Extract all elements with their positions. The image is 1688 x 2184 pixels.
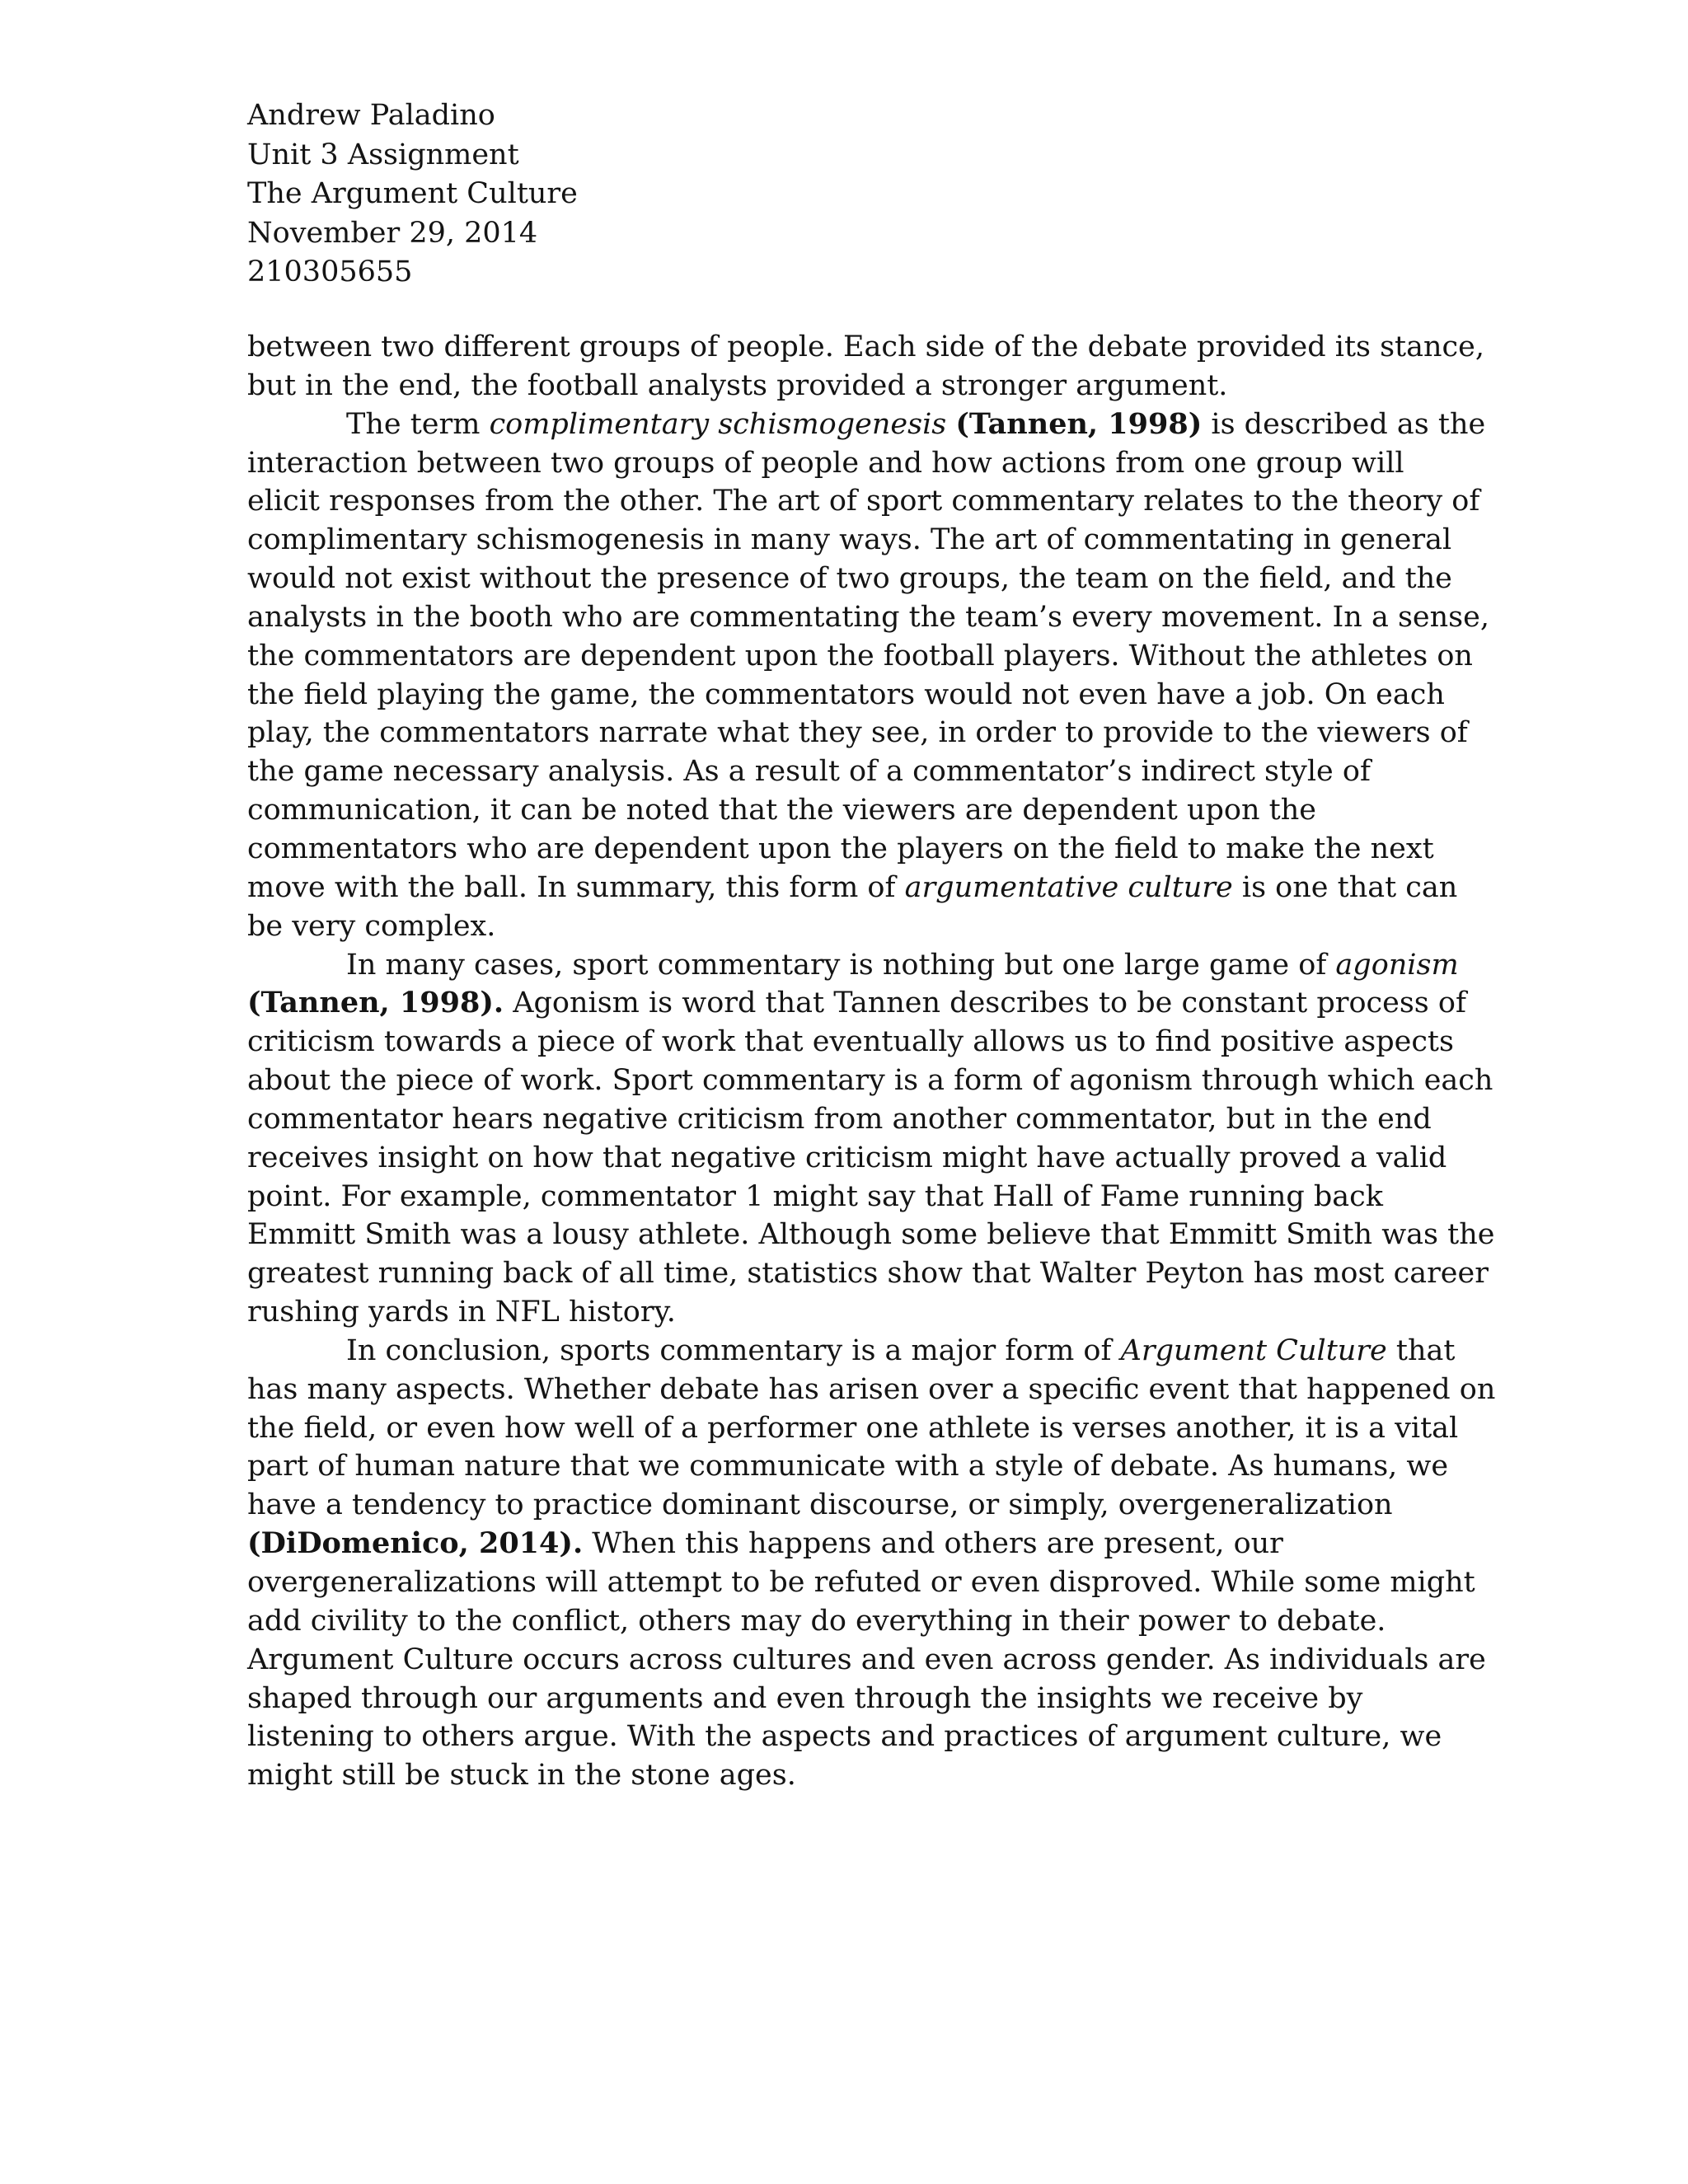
text-line: [247, 1718, 1451, 1756]
text-line: [247, 1525, 1451, 1563]
text-run: overgeneralizations will attempt to be refuted or even disproved. While some might: [247, 1566, 1475, 1599]
text-run: the game necessary analysis. As a result of a commentator’s indirect style of: [247, 755, 1371, 789]
text-run: In many cases, sport commentary is nothing but one large game of: [346, 948, 1336, 982]
text-line: [247, 1139, 1451, 1178]
text-run: In conclusion, sports commentary is a major form of: [346, 1333, 1121, 1367]
italic-term: agonism: [1335, 948, 1459, 982]
text-run: is one that can: [1232, 870, 1458, 904]
text-run: is described as the: [1202, 407, 1486, 441]
text-line: [247, 444, 1451, 483]
text-line: [247, 946, 1459, 985]
text-run: When this happens and others are present, our: [583, 1527, 1283, 1561]
text-run: shaped through our arguments and even through the insights we receive by: [247, 1681, 1363, 1715]
text-line: [247, 1447, 1451, 1486]
text-line: [247, 984, 1466, 1023]
citation: (Tannen, 1998).: [247, 986, 504, 1020]
text-run: be very complex.: [247, 909, 496, 943]
assignment-title: Unit 3 Assignment: [247, 138, 519, 171]
text-line: [247, 1216, 1495, 1254]
italic-term: Argument Culture: [1120, 1333, 1387, 1367]
paper-title: The Argument Culture: [247, 177, 578, 210]
text-line: [247, 791, 1451, 830]
text-run: has many aspects. Whether debate has arisen over a specific event that happened on: [247, 1372, 1496, 1406]
text-line: [247, 1100, 1451, 1139]
text-line: [247, 521, 1451, 560]
text-line: [247, 1486, 1451, 1525]
text-run: Argument Culture occurs across cultures and even across gender. As individuals are: [247, 1643, 1486, 1676]
text-line: [247, 1756, 1451, 1795]
text-line: [247, 328, 1484, 367]
text-line: [247, 1563, 1475, 1602]
document-header: [247, 96, 1451, 293]
text-run: commentators who are dependent upon the players on the field to make the next: [247, 832, 1434, 865]
text-run: move with the ball. In summary, this form of: [247, 870, 905, 904]
author-name: Andrew Paladino: [247, 99, 495, 132]
text-line: [247, 405, 1486, 444]
text-line: [247, 1023, 1454, 1062]
text-line: [247, 1602, 1451, 1641]
text-run: the commentators are dependent upon the football players. Without the athletes on: [247, 639, 1473, 673]
text-run: communication, it can be noted that the viewers are dependent upon the: [247, 794, 1316, 827]
text-run: rushing yards in NFL history.: [247, 1296, 676, 1329]
text-run: part of human nature that we communicate with a style of debate. As humans, we: [247, 1450, 1449, 1483]
text-run: the field, or even how well of a performer one athlete is verses another, it is a vital: [247, 1411, 1459, 1445]
text-line: [247, 1680, 1451, 1718]
text-run: but in the end, the football analysts provided a stronger argument.: [247, 368, 1228, 402]
text-line: [247, 907, 1451, 946]
text-line: [247, 598, 1489, 637]
text-run: about the piece of work. Sport commentary is a form of agonism through which each: [247, 1064, 1493, 1098]
text-run: between two different groups of people. Each side of the debate provided its stance,: [247, 330, 1484, 363]
text-line: [247, 1062, 1493, 1100]
text-line: [247, 367, 1451, 405]
text-line: [247, 1293, 1451, 1332]
text-run: add civility to the conflict, others may do everything in their power to debate.: [247, 1604, 1386, 1638]
text-run: the field playing the game, the commentators would not even have a job. On each: [247, 677, 1445, 711]
text-run: criticism towards a piece of work that eventually allows us to find positive aspects: [247, 1025, 1454, 1059]
citation: (DiDomenico, 2014).: [247, 1526, 584, 1561]
text-run: elicit responses from the other. The art of sport commentary relates to the theory of: [247, 485, 1480, 518]
text-run: [946, 408, 955, 441]
text-run: receives insight on how that negative criticism might have actually proved a valid: [247, 1141, 1447, 1174]
text-run: Emmitt Smith was a lousy athlete. Although some believe that Emmitt Smith was the: [247, 1218, 1495, 1252]
text-run: interaction between two groups of people and how actions from one group will: [247, 446, 1404, 480]
text-line: [247, 1409, 1459, 1448]
text-run: Agonism is word that Tannen describes to be constant process of: [504, 987, 1466, 1020]
text-run: The term: [346, 407, 490, 441]
text-line: [247, 560, 1451, 598]
text-run: that: [1386, 1333, 1456, 1367]
italic-term: complimentary schismogenesis: [489, 407, 947, 441]
text-line: [247, 830, 1451, 869]
text-run: analysts in the booth who are commentating the team’s every movement. In a sense,: [247, 600, 1489, 634]
essay-body: [247, 328, 1496, 1795]
text-run: would not exist without the presence of two groups, the team on the field, and the: [247, 562, 1452, 596]
text-line: [247, 1254, 1489, 1293]
paper-date: November 29, 2014: [247, 216, 538, 250]
text-line: [247, 869, 1458, 907]
text-line: [247, 1178, 1451, 1216]
text-run: greatest running back of all time, statistics show that Walter Peyton has most career: [247, 1257, 1489, 1291]
citation: (Tannen, 1998): [955, 406, 1203, 441]
text-run: complimentary schismogenesis in many ways. The art of commentating in general: [247, 523, 1452, 557]
text-line: [247, 482, 1480, 521]
text-line: [247, 1641, 1486, 1680]
text-run: have a tendency to practice dominant discourse, or simply, overgeneralization: [247, 1488, 1393, 1522]
student-id: 210305655: [247, 255, 413, 288]
text-run: listening to others argue. With the aspects and practices of argument culture, we: [247, 1720, 1442, 1754]
text-line: [247, 1371, 1496, 1409]
text-line: [247, 1332, 1456, 1371]
italic-term: argumentative culture: [904, 870, 1233, 904]
text-run: play, the commentators narrate what they see, in order to provide to the viewers of: [247, 716, 1468, 750]
text-run: might still be stuck in the stone ages.: [247, 1759, 796, 1793]
text-line: [247, 714, 1468, 752]
text-line: [247, 752, 1451, 791]
text-line: [247, 637, 1473, 676]
text-run: commentator hears negative criticism from another commentator, but in the end: [247, 1102, 1432, 1136]
text-line: [247, 676, 1451, 715]
text-run: point. For example, commentator 1 might say that Hall of Fame running back: [247, 1179, 1383, 1213]
